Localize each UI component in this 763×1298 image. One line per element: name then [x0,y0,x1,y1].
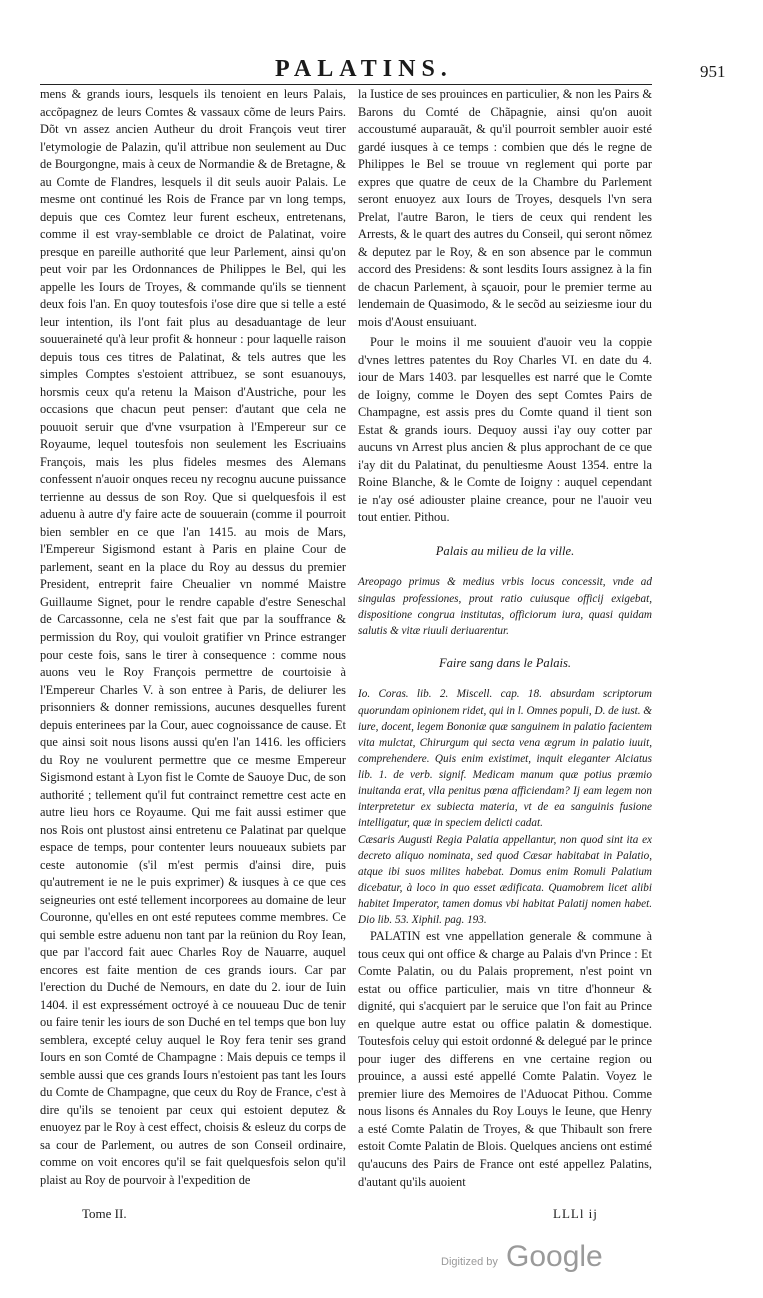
right-column-paragraph-1: la Iustice de ses prouinces en particulier, & non les Pairs & Barons du Comté de Chãpagnie, ainsi qu'on auoit accoustumé auparauãt, & qu'il pourroit sembler auoir esté gardé iusques à ce temps : combien que dés le regne de Philippes le Bel se trouue vn reglement qui porte par expres que quatre de ceux de la Chambre du Parlement seront enuoyez aux Iours de Troyes, desquels l'vn sera Prelat, l'autre Baron, le tiers de ceux qui rendent les Arrests, & le quart des autres du Conseil, qui seront nõmez & deputez par le Roy, & en son absence par le commun accord des Presidens: & sont lesdits Iours assignez à la fin de chacun Parlement, à sçauoir, pour le premier terme au lendemain de Quasimodo, & le secõd au seiziesme iour du mois d'Aoust ensuiuant. [358,87,652,329]
right-column [358,86,652,1191]
header-divider [40,84,652,85]
google-logo: Google [506,1240,603,1273]
digitized-watermark [441,1242,661,1282]
latin-quote: Cæsaris Augusti Regia Palatia appellantur, non quod sint ita ex decreto aliquo nominata, sed quod Cæsar habitabat in Palatio, atque ibi suos milites habebat. Domus enim Romuli Palatium dicebatur, à loco in quo esset ædificata. Quamobrem licet alibi habitet Imperator, tamen domus vbi habitat Palatij nomen habet. Dio lib. 53. Xiphil. pag. 193. [358,833,652,927]
left-column-text: mens & grands iours, lesquels ils tenoient en leurs Palais, accõpagnez de leurs Comtes & vassaux cõme de leurs Pairs. Dõt vn assez ancien Autheur du droit François veut tirer l'etymologie de Palazin, qu'il attribue non seulement au Duc de Bourgongne, mais à ceux de Normandie & de Bretagne, & au Comte de Flandres, lesquels il dit seuls auoir Palais. Le mesme ont continué les Rois de France par vn long temps, depuis que ces Comtez leur furent escheux, entretenans, comme il est vray-semblable ce droict de Palatinat, voire presque en pareille authorité que leur Parlement, ainsi qu'on peut voir par les Ordonnances de Philippes le Bel, qui les appelle les Iours de Troyes, & commande qu'ils se tiennent deux fois l'an. En quoy toutesfois i'ose dire que si telle a esté leur intention, ils l'ont fait plus au desaduantage de leur souueraineté qu'à leur profit & honneur : pour laquelle raison depuis tous ces titres de Palatinat, & tels autres que les simples Comptes s'estoient attribuez, se sont esuanouys, horsmis ceux qu'a retenu la Maison d'Austriche, pour les occasions que chacun peut penser: d'autant que cela ne pouuoit seruir que d'vne vsurpation à l'Empereur sur ce Royaume, lequel toutesfois non seulement les Escriuains François, mais les plus fideles mesmes des Alemans confessent n'auoir onques receu ny recognu aucune puissance terrienne au dessus de son Roy. Que si quelquesfois il est aduenu à autre d'y faire acte de souuerain (comme il pourroit bien sembler en ce que l'an 1415. au mois de Mars, l'Empereur Sigismond estant à Paris en plaine Cour de parlement, seant en la place du Roy au dessus du premier President, entreprit faire Cheualier vn nommé Maistre Guillaume Signet, pour le rendre capable d'estre Seneschal de Carcassonne, cela ne s'est fait que par la souffrance & permission du Roy, qui vouloit gratifier vn Prince estranger pour ceste fois, sans le tirer à consequence : comme nous auons veu le Roy François permettre de courtoisie à l'Empereur Charles V. à son entree à Paris, de deliurer les prisonniers & donner remissions, aucunes desquelles furent depuis enterinees par la Cour, auec cognoissance de cause. Et que ainsi soit nous lisons aussi qu'en l'an 1416. les officiers du Roy ne voulurent permettre que ce mesme Empereur Sigismond estant à Lyon fist le Comte de Sauoye Duc, de son authorité ; tellement qu'il fut contrainct remettre cest acte en autre lieu hors ce Royaume. Qui me fait aussi estimer que nos Rois ont plustost ainsi entretenu ce Palatinat par quelque espace de temps, pour contenter leurs nouueaux subiets par ceste autonomie (s'il m'est permis d'ainsi dire, puis qu'autrement ie ne le puis exprimer) & iusques à ce que ces seigneuries ont esté tellement incorporees au domaine de leur Couronne, qu'elles en ont esté reputees comme membres. Ce qui semble estre aduenu non tant par la reünion du Roy Iean, que par l'accord fait auec Charles Roy de Nauarre, auquel encores est faite mention de ces grands iours. Car par l'erection du Duché de Nemours, en date du 2. iour de Iuin 1404. il est expressément octroyé à ce nouueau Duc de tenir ou faire tenir les iours de son Duché en tel temps que bon luy semblera, excepté celuy auquel le Roy fera tenir ses grand Iours en son Comté de Champagne : Mais depuis ce temps il semble aussi que ces grands Iours n'estoient pas tant les Iours du Comte de Champagne, que ceux du Roy de France, c'est à dire qu'ils se tenoient par ceux qui estoient deputez & enuoyez par le Roy à cest effect, choisis & esleuz du corps de sa cour de Parlement, ou autres de son Conseil ordinaire, comme on voit encores qu'il se fait quelquesfois selon qu'il plaist au Roy de pourvoir à l'expedition de [40,87,346,1187]
watermark-prefix: Digitized by [441,1256,498,1268]
printer-signature: LLLl ij [553,1206,598,1221]
running-title: PALATINS. [275,56,453,82]
latin-quote: Areopago primus & medius vrbis locus concessit, vnde ad singulas professiones, prout ratio cuiusque officij exigebat, dispositione congrua institutas, officiorum iura, quasi quidam salutis & vitæ riuuli deriuarentur. [358,576,652,637]
right-column-paragraph-2: Pour le moins il me souuient d'auoir veu la coppie d'vnes lettres patentes du Roy Charles VI. en date du 4. iour de Mars 1403. par lesquelles est narré que le Comte de Ioigny, comme le Doyen des sept Comtes Pairs de Champagne, est assis pres du Comte quand il tient son Estat & grands iours. Dequoy aussi i'ay ouy cotter par aucuns vn Arrest plus ancien & plus approchant de ce que i'ay dit du Palatinat, du penultiesme Aoust 1354. entre la Roine Blanche, & le Comte de Ioigny : auquel cependant ie n'ay osé adiouster plaine creance, pour ne l'auoir veu tout entier. Pithou. [358,335,652,525]
volume-label: Tome II. [82,1206,127,1221]
section-heading: Palais au milieu de la ville. [435,543,575,558]
page-number: 951 [700,62,726,81]
latin-quote: Io. Coras. lib. 2. Miscell. cap. 18. absurdam scriptorum quorundam opinionem ridet, qui in l. Omnes populi, D. de iust. & iure, docent, legem Bononiæ quæ sanguinem in palatio facientem vita mulctat, Chirurgum qui secta vena ægrum in palatio iuuit, comprehendere. Quis enim existimet, inquit eleganter Alciatus lib. 1. de verb. signif. Medicam manum quæ potius præmio inuitanda erat, vlla penitus pœna afficiendam? Ij eam legem non interpretetur ex subiecta materia, vt de ea sanguinis fusione intelligatur, quæ in speciem delicti cadat. [358,688,652,830]
right-column-paragraph-3: PALATIN est vne appellation generale & commune à tous ceux qui ont office & charge au Palais d'vn Prince : Et Comte Palatin, ou du Palais proprement, n'est point vn estat ou office particulier, mais vn titre d'honneur & dignité, qui s'acquiert par le seruice que l'on fait au Prince en quelque autre estat ou office palatin & domestique. Toutesfois celuy qui estoit ordonné & delegué par le prince pour iuger des differens en vne certaine region ou prouince, a aussi esté appellé Comte Palatin. Voyez le premier liure des Memoires de l'Aduocat Pithou. Comme nous lisons és Annales du Roy Louys le Ieune, que Henry a esté Comte Palatin de Troyes, & que Thibault son frere estoit Comte Palatin de Blois. Quelques anciens ont estimé qu'aucuns des Pairs de France ont esté appellez Palatins, d'autant qu'ils auoient [358,929,652,1189]
section-heading: Faire sang dans le Palais. [438,655,572,670]
left-column [40,86,346,1189]
